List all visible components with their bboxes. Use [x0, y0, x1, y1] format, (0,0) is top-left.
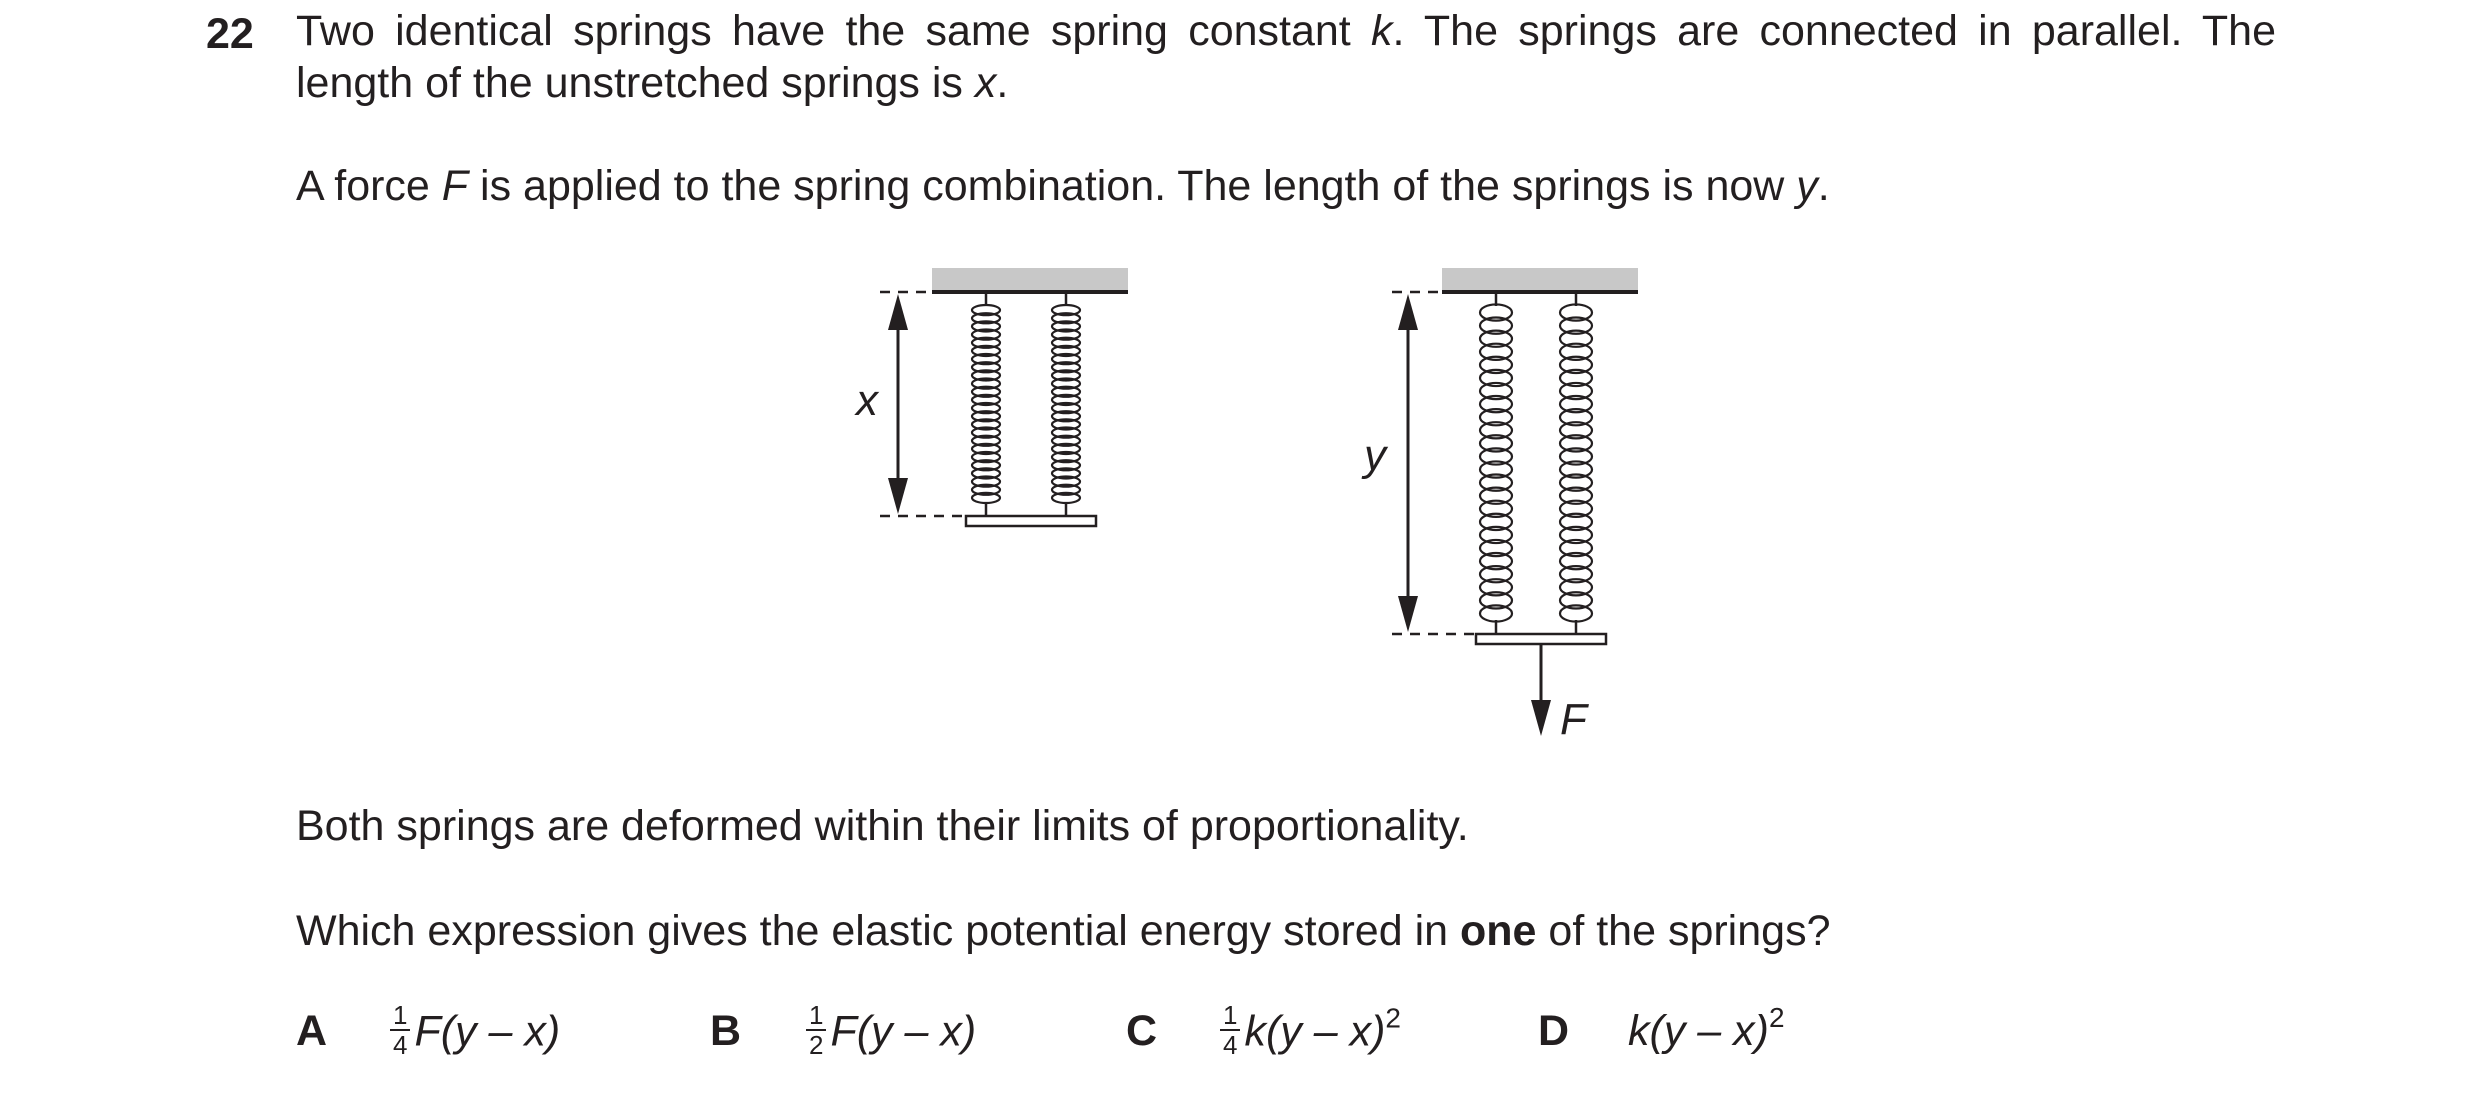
label-F: F: [1560, 695, 1587, 744]
label-y: y: [1364, 431, 1386, 480]
question-prompt: Which expression gives the elastic potential energy stored in one of the springs?: [296, 907, 1831, 955]
ceiling-left: [932, 268, 1128, 292]
spring-left-1: [972, 292, 1000, 516]
unstretched-springs: [854, 268, 1128, 526]
spring-right-1: [1480, 292, 1512, 634]
condition-statement: Both springs are deformed within their limits of proportionality.: [296, 802, 1469, 850]
bar-right: [1476, 634, 1606, 644]
option-b-expression[interactable]: $\frac{1}{2}$ F(y – x): [806, 1005, 976, 1063]
length-arrow-x: [888, 294, 908, 514]
option-a-letter[interactable]: A: [296, 1007, 328, 1055]
spring-left-2: [1052, 292, 1080, 516]
question-intro: Two identical springs have the same spring constant k. The springs are connected in parallel. The length of the unstretched springs is x.: [296, 7, 2277, 107]
bar-left: [966, 516, 1096, 526]
stretched-springs: [1361, 268, 1638, 744]
length-arrow-y: [1398, 294, 1418, 632]
option-b-letter[interactable]: B: [710, 1007, 742, 1055]
option-d-letter[interactable]: D: [1538, 1007, 1570, 1055]
question-number: 22: [206, 10, 254, 58]
option-c-letter[interactable]: C: [1126, 1007, 1158, 1055]
force-arrow: [1531, 644, 1551, 736]
option-b-fraction: $\frac{1}{2}$: [806, 1001, 826, 1059]
option-c-fraction: $\frac{1}{4}$: [1220, 1001, 1240, 1059]
label-x: x: [856, 376, 878, 425]
ceiling-right: [1442, 268, 1638, 292]
option-d-expression[interactable]: k(y – x)$^2$: [1628, 1002, 1785, 1055]
option-c-expression[interactable]: $\frac{1}{4}$ k(y – x)$^2$: [1220, 1005, 1401, 1063]
option-a-expression[interactable]: $\frac{1}{4}$ F(y – x): [390, 1005, 560, 1063]
force-statement: A force F is applied to the spring combination. The length of the springs is now y.: [296, 162, 1830, 210]
option-a-fraction: $\frac{1}{4}$: [390, 1001, 410, 1059]
spring-right-2: [1560, 292, 1592, 634]
